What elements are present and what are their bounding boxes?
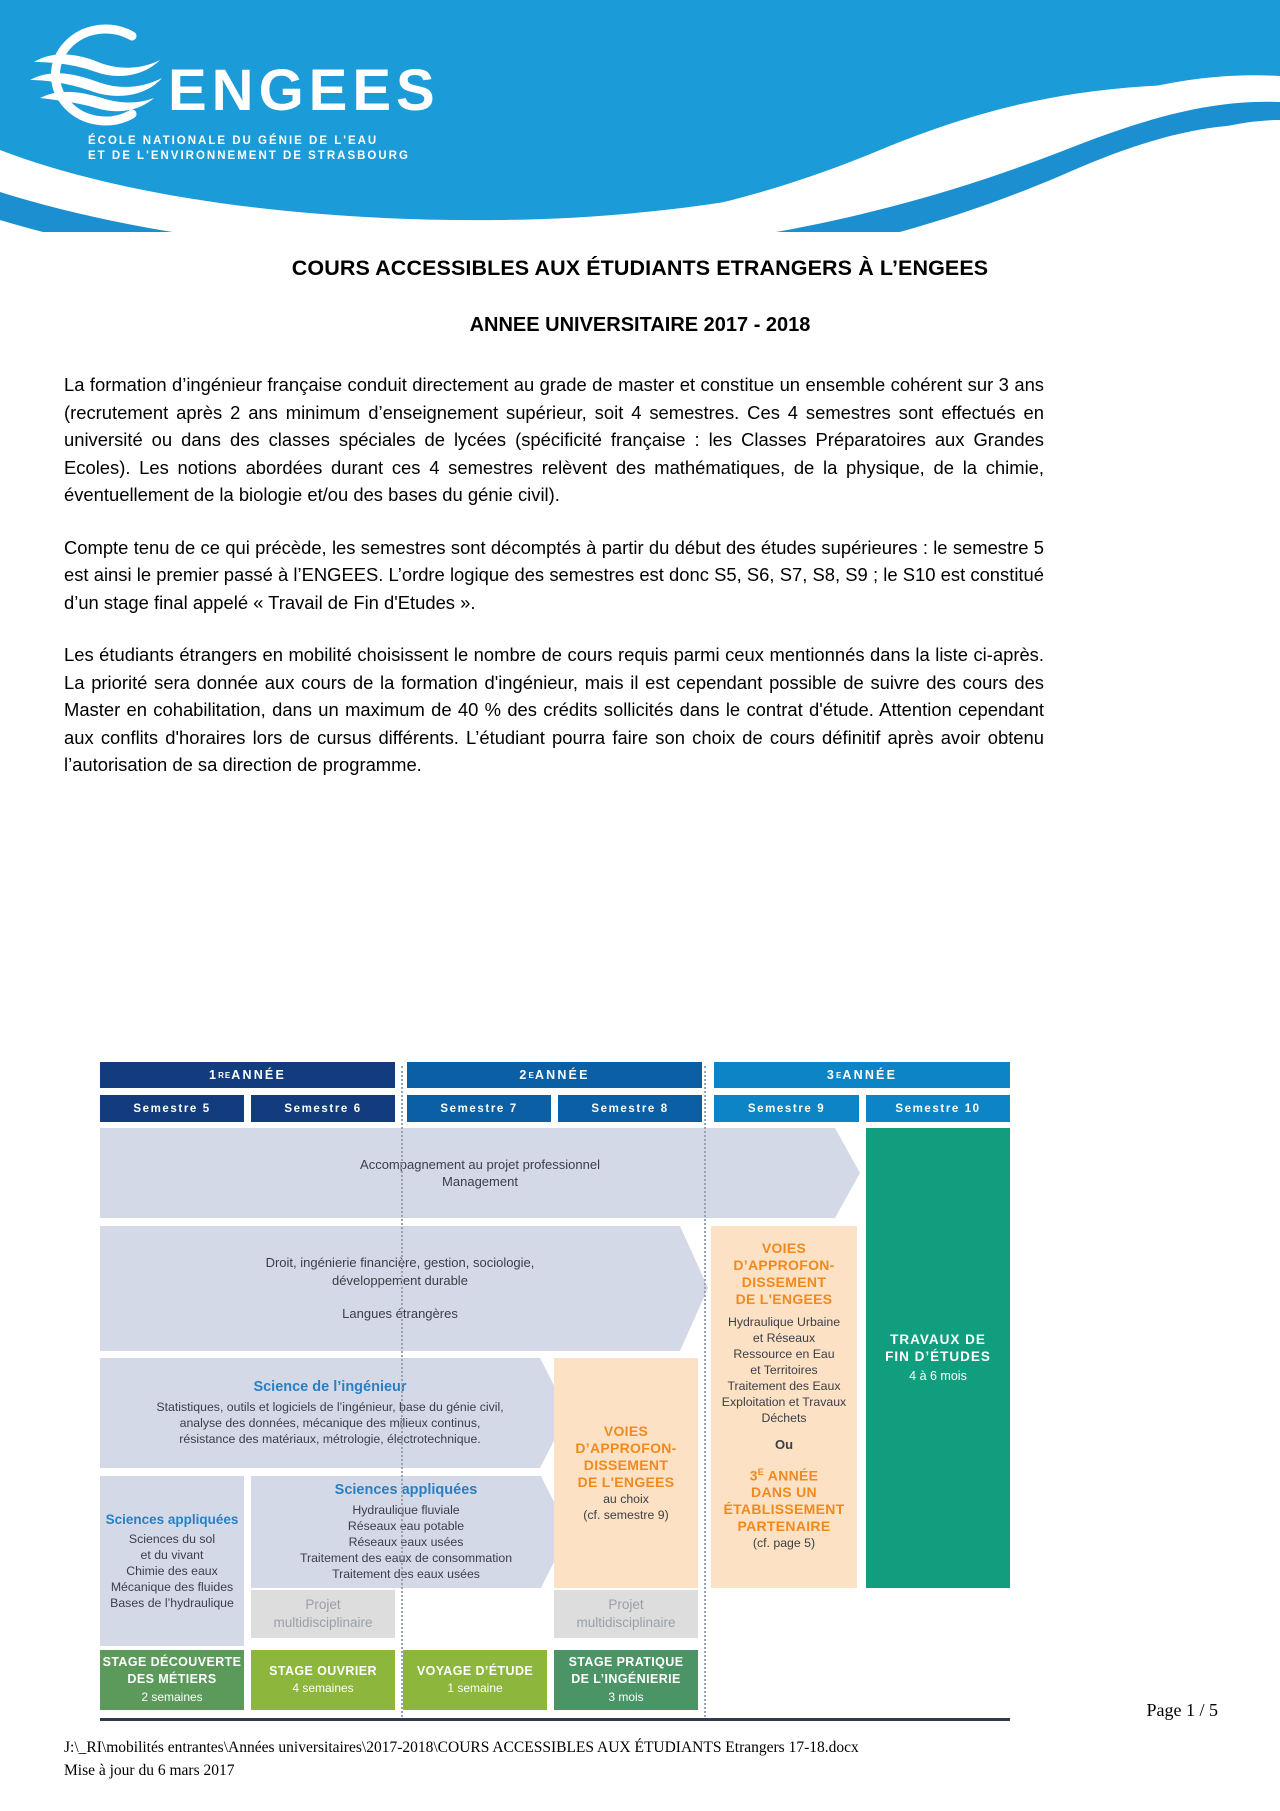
sciences-appliquees-line4: Traitement des eaux de consommation [299,1550,513,1565]
voies-s9-alt3: ÉTABLISSEMENT [723,1501,845,1518]
projet-multi-s8-line2: multidisciplinaire [576,1615,676,1630]
science-ingenieur-title: Science de l’ingénieur [253,1379,407,1396]
voies-approfondissement-s9 [711,1226,857,1588]
tfe-line3: 4 à 6 mois [909,1368,967,1383]
year-3-rest: ANNÉE [842,1068,898,1082]
band-droit-line2: développement durable [332,1272,468,1288]
stage-bar-3 [403,1650,547,1710]
band-droit-langues [100,1226,700,1351]
voies-s8-line4: DE L'ENGEES [577,1474,675,1490]
sciences-appliquees-s5-line2: et du vivant [140,1547,204,1562]
voies-s9-item3: Ressource en Eau [733,1347,835,1361]
stage-4-line1: STAGE PRATIQUE [568,1654,684,1669]
stage-1-line2: DES MÉTIERS [127,1672,217,1687]
projet-multi-s6 [251,1590,395,1638]
voies-s9-item2: et Réseaux [752,1331,816,1345]
semester-cell-5: Semestre 5 [100,1095,244,1122]
paragraph-3: Les étudiants étrangers en mobilité choisissent le nombre de cours requis parmi ceux mentionnés dans la liste ci-après. La priorité sera donnée aux cours de la formation d'ingénieur, mais il est cependant possible de suivre des cours des Master en cohabilitation, dans un maximum de 40 % des crédits sollicités dans le contrat d'étude. Attention cependant aux conflits d'horaires lors de cursus différents. L’étudiant pourra faire son choix de cours définitif après avoir obtenu l’autorisation de sa direction de programme. [64,644,1044,775]
year-header-1 [100,1062,395,1088]
semester-cell-8: Semestre 8 [558,1095,702,1122]
voies-s9-alt5: (cf. page 5) [752,1536,816,1551]
voies-s9-alt1 [750,1464,819,1485]
band-droit-line1: Droit, ingénierie financière, gestion, sociologie, [265,1255,535,1271]
footer-file-path-block [64,1736,859,1782]
band-sciences-appliquees [251,1476,561,1588]
stage-2-line1: STAGE OUVRIER [269,1663,377,1678]
voies-s8-line2: D’APPROFON- [575,1440,677,1456]
science-ingenieur-line3: résistance des matériaux, métrologie, électrotechnique. [179,1431,481,1446]
paragraph-1: La formation d’ingénieur française conduit directement au grade de master et constitue un ensemble cohérent sur 3 ans (recrutement après 2 ans minimum d’enseignement supérieur, soit 4 semestres. Ces 4 semestres sont effectués en université ou dans des classes spéciales de lycées (spécificité française : les Classes Préparatoires aux Grandes Ecoles). Les notions abordées durant ces 4 semestres relèvent des mathématiques, de la physique, de la chimie, éventuellement de la biologie et/ou des bases du génie civil). [64,374,1044,505]
diagram-body [100,1128,1010,1728]
tfe-line1: TRAVAUX DE [890,1331,986,1347]
footer-updated: Mise à jour du 6 mars 2017 [64,1762,235,1779]
projet-multi-s8-line1: Projet [608,1597,644,1612]
voies-s9-line4: DE L'ENGEES [735,1291,833,1307]
semester-cell-6: Semestre 6 [251,1095,395,1122]
page-title: COURS ACCESSIBLES AUX ÉTUDIANTS ETRANGERS À L’ENGEES [291,256,989,280]
sciences-appliquees-s5-title: Sciences appliquées [105,1512,239,1528]
band-accompagnement [100,1128,860,1218]
tfe-line2: FIN D’ÉTUDES [885,1349,991,1365]
engees-logo [20,18,460,162]
stage-bar-1 [100,1650,244,1710]
stage-bar-4 [554,1650,698,1710]
voies-s9-alt4: PARTENAIRE [737,1518,831,1535]
logo-subtitle-line1: ÉCOLE NATIONALE DU GÉNIE DE L'EAU [88,135,379,147]
voies-s9-ou: Ou [774,1437,794,1452]
semester-cell-7: Semestre 7 [407,1095,551,1122]
stage-3-duration: 1 semaine [447,1681,503,1695]
stage-4-line2: DE L’INGÉNIERIE [571,1672,681,1687]
voies-approfondissement-s8 [554,1358,698,1588]
year-3-label: 3 [826,1068,837,1082]
projet-multi-s6-line1: Projet [305,1597,341,1612]
voies-s9-item1: Hydraulique Urbaine [727,1315,841,1329]
year-1-rest: ANNÉE [231,1068,287,1082]
year-2-sup: E [528,1070,535,1080]
voies-s9-item7: Déchets [761,1411,807,1425]
band-accompagnement-line1: Accompagnement au projet professionnel [360,1156,600,1172]
voies-s9-alt1-sup: E [757,1466,765,1477]
band-accompagnement-line2: Management [442,1174,518,1189]
sciences-appliquees-s5-line4: Mécanique des fluides [110,1579,234,1594]
semester-cell-9: Semestre 9 [714,1095,859,1122]
footer-file-path: J:\_RI\mobilités entrantes\Années universitaires\2017-2018\COURS ACCESSIBLES AUX ÉTUDIANTS Etrangers 17-18.docx [64,1739,859,1756]
year-1-sup: RE [218,1070,232,1080]
logo-subtitle-line2: ET DE L'ENVIRONNEMENT DE STRASBOURG [88,150,410,162]
voies-s8-line6: (cf. semestre 9) [583,1508,669,1522]
separator-year2-year3 [704,1066,706,1721]
curriculum-diagram [100,1062,1010,1722]
logo-wordmark: ENGEES [168,58,440,123]
voies-s9-alt1-num: 3 [749,1467,758,1484]
voies-s9-item5: Traitement des Eaux [727,1379,841,1393]
stage-3-line1: VOYAGE D’ÉTUDE [416,1663,534,1678]
voies-s9-alt1-rest: ANNÉE [764,1467,819,1484]
sciences-appliquees-line1: Hydraulique fluviale [352,1502,460,1517]
page-number: Page 1 / 5 [1146,1700,1218,1720]
diagram-year-header-row [100,1062,1010,1088]
stage-4-duration: 3 mois [608,1689,644,1704]
year-3-sup: E [836,1070,843,1080]
voies-s9-line1: VOIES [761,1240,807,1256]
wave-circle-icon [20,18,170,138]
diagram-semester-row [100,1095,1010,1122]
year-1-label: 1 [208,1068,219,1082]
band-science-ingenieur [100,1358,560,1468]
voies-s9-item6: Exploitation et Travaux [721,1395,847,1409]
voies-s9-item4: et Territoires [750,1363,818,1377]
travaux-fin-etudes [866,1128,1010,1588]
stage-bar-2 [251,1650,395,1710]
voies-s9-line3: DISSEMENT [741,1274,827,1290]
sciences-appliquees-line3: Réseaux eaux usées [348,1534,464,1549]
year-2-label: 2 [519,1068,529,1082]
voies-s9-alt2: DANS UN [751,1484,817,1501]
sciences-appliquees-s5-line3: Chimie des eaux [126,1563,218,1578]
voies-s9-line2: D’APPROFON- [733,1257,835,1273]
document-body [0,232,1280,779]
sciences-appliquees-line5: Traitement des eaux usées [332,1566,480,1581]
voies-s8-line3: DISSEMENT [583,1457,669,1473]
semester-cell-10: Semestre 10 [866,1095,1010,1122]
page-header [0,0,1280,232]
projet-multi-s8 [554,1590,698,1638]
projet-multi-s6-line2: multidisciplinaire [273,1615,373,1630]
stage-2-duration: 4 semaines [292,1681,354,1695]
year-header-2 [407,1062,702,1088]
sciences-appliquees-line2: Réseaux eau potable [347,1518,465,1533]
separator-year1-year2 [401,1066,403,1721]
logo-subtitle [88,134,410,164]
voies-s8-line5: au choix [603,1492,649,1506]
year-header-3 [714,1062,1010,1088]
sciences-appliquees-title: Sciences appliquées [334,1482,478,1499]
stage-1-line1: STAGE DÉCOUVERTE [102,1654,242,1669]
sciences-appliquees-s5-line1: Sciences du sol [128,1531,216,1546]
diagram-baseline [100,1718,1010,1721]
voies-s8-line1: VOIES [603,1423,649,1439]
page-subtitle: ANNEE UNIVERSITAIRE 2017 - 2018 [469,314,811,336]
stage-1-duration: 2 semaines [141,1689,203,1704]
band-sciences-appliquees-s5 [100,1476,244,1646]
band-langues: Langues étrangères [342,1306,458,1322]
science-ingenieur-line2: analyse des données, mécanique des milieux continus, [179,1415,481,1430]
sciences-appliquees-s5-line5: Bases de l’hydraulique [110,1595,234,1610]
science-ingenieur-line1: Statistiques, outils et logiciels de l’ingénieur, base du génie civil, [156,1399,504,1414]
paragraph-2: Compte tenu de ce qui précède, les semestres sont décomptés à partir du début des études supérieures : le semestre 5 est ainsi le premier passé à l’ENGEES. L’ordre logique des semestres est donc S5, S6, S7, S8, S9 ; le S10 est constitué d’un stage final appelé « Travail de Fin d'Etudes ». [64,536,1044,613]
year-2-rest: ANNÉE [534,1068,590,1082]
